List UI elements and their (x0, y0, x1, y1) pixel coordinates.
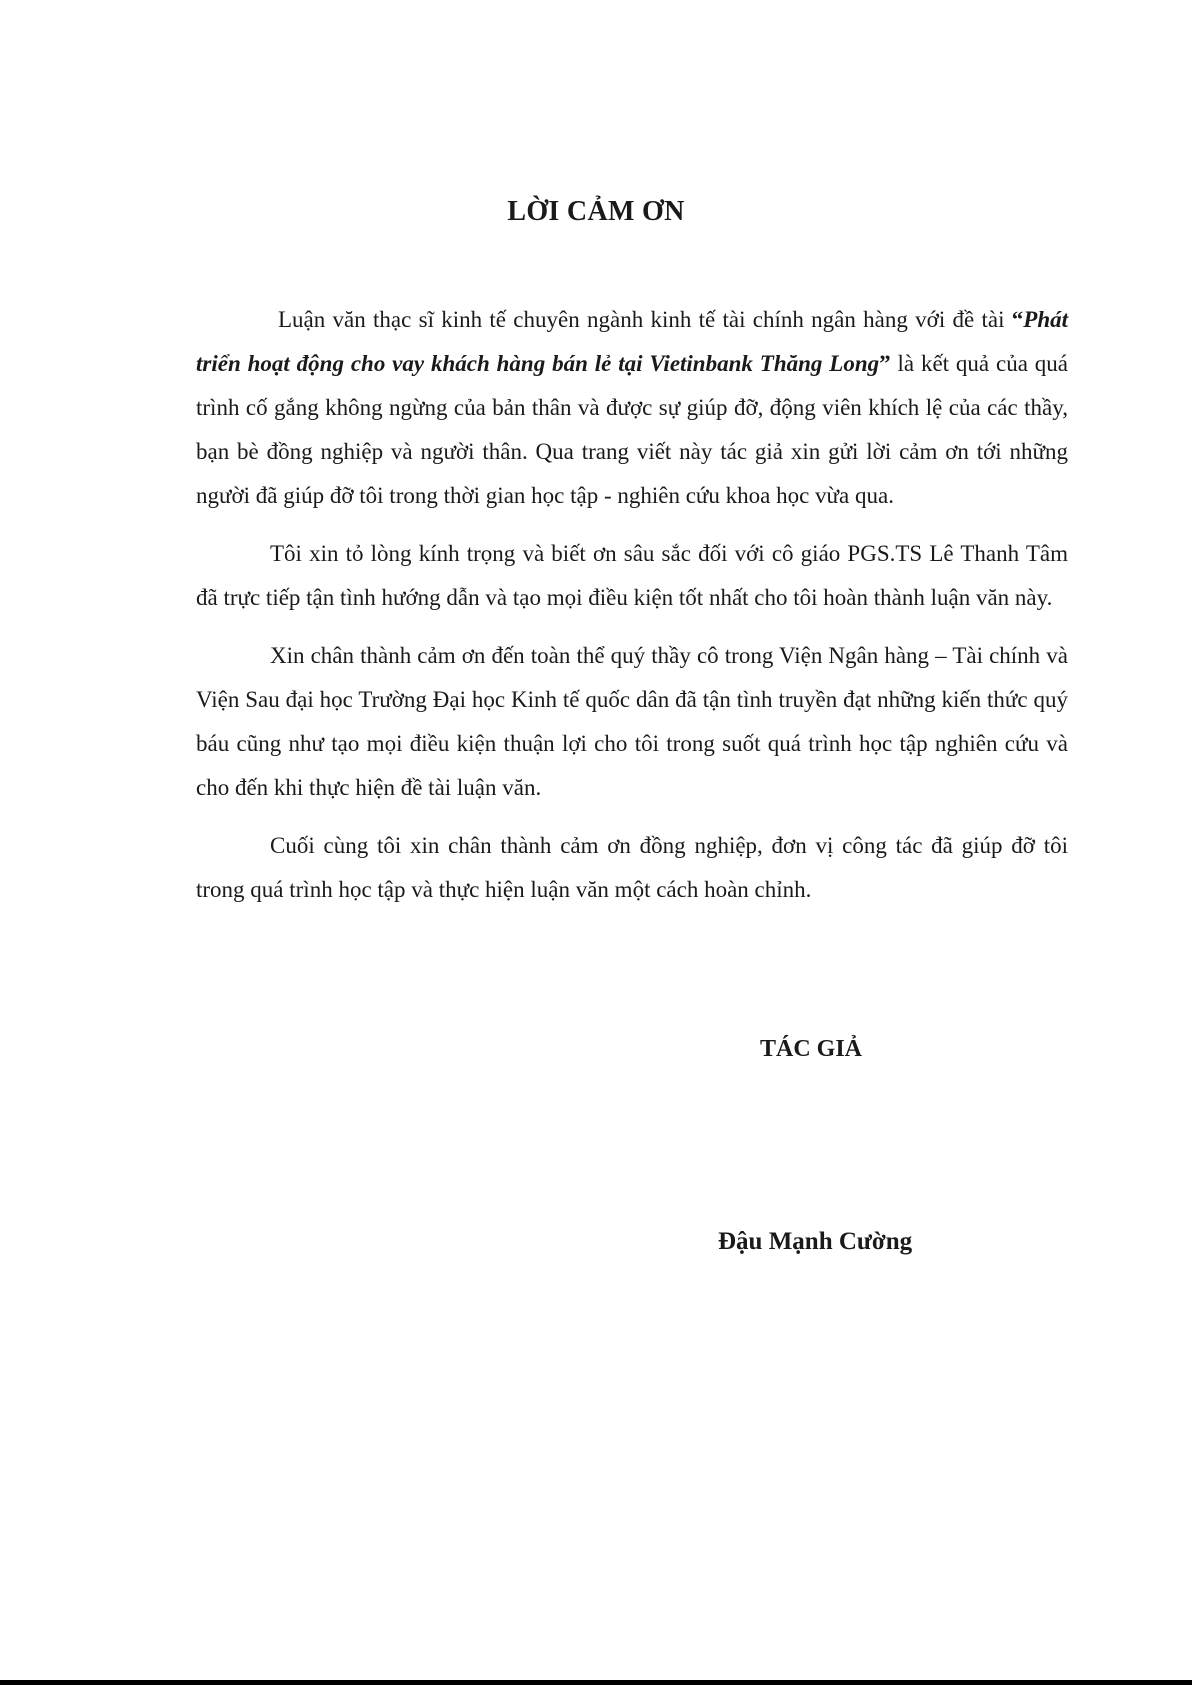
author-name: Đậu Mạnh Cường (718, 1228, 913, 1255)
paragraph-1 (196, 298, 1068, 518)
paragraph-2: Tôi xin tỏ lòng kính trọng và biết ơn sâu sắc đối với cô giáo PGS.TS Lê Thanh Tâm đã trực tiếp tận tình hướng dẫn và tạo mọi điều kiện tốt nhất cho tôi hoàn thành luận văn này. (196, 541, 1068, 610)
document-body (196, 298, 1068, 926)
open-quote: “ (1011, 307, 1024, 332)
bottom-border (0, 1680, 1192, 1685)
author-label: TÁC GIẢ (760, 1036, 863, 1062)
thesis-title: Phát triển hoạt động cho vay khách hàng bán lẻ tại Vietinbank Thăng Long (196, 307, 1068, 376)
paragraph-1-rest: là kết quả của quá trình cố gắng không ngừng của bản thân và được sự giúp đỡ, động viên khích lệ của các thầy, bạn bè đồng nghiệp và người thân. Qua trang viết này tác giả xin gửi lời cảm ơn tới những người đã giúp đỡ tôi trong thời gian học tập - nghiên cứu khoa học vừa qua. (196, 351, 1068, 508)
paragraph-1-lead: Luận văn thạc sĩ kinh tế chuyên ngành kinh tế tài chính ngân hàng với đề tài (278, 307, 1012, 332)
page-title: LỜI CẢM ƠN (507, 196, 685, 227)
paragraph-3: Xin chân thành cảm ơn đến toàn thể quý thầy cô trong Viện Ngân hàng – Tài chính và Viện Sau đại học Trường Đại học Kinh tế quốc dân đã tận tình truyền đạt những kiến thức quý báu cũng như tạo mọi điều kiện thuận lợi cho tôi trong suốt quá trình học tập nghiên cứu và cho đến khi thực hiện đề tài luận văn. (196, 643, 1068, 800)
close-quote: ” (879, 351, 891, 376)
paragraph-4: Cuối cùng tôi xin chân thành cảm ơn đồng nghiệp, đơn vị công tác đã giúp đỡ tôi trong quá trình học tập và thực hiện luận văn một cách hoàn chỉnh. (196, 833, 1068, 902)
